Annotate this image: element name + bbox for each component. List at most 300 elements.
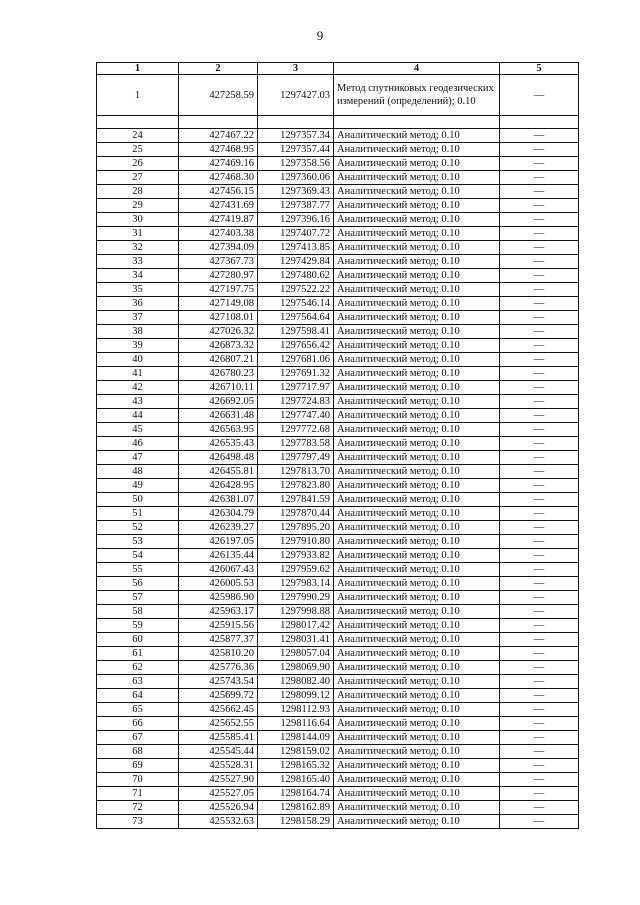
cell-y: 1297990.29 bbox=[258, 591, 334, 605]
cell-y: 1297783.58 bbox=[258, 437, 334, 451]
cell-method: Аналитический метод; 0.10 bbox=[334, 661, 500, 675]
cell-y: 1297747.40 bbox=[258, 409, 334, 423]
cell-method: Аналитический метод; 0.10 bbox=[334, 269, 500, 283]
cell-y: 1297357.34 bbox=[258, 129, 334, 143]
cell-x: 427419.87 bbox=[179, 213, 258, 227]
cell-y: 1297895.20 bbox=[258, 521, 334, 535]
cell-note: — bbox=[500, 591, 579, 605]
table-row bbox=[97, 213, 579, 227]
cell-note: — bbox=[500, 269, 579, 283]
cell-x: 426563.95 bbox=[179, 423, 258, 437]
table-row bbox=[97, 549, 579, 563]
cell-point-number: 36 bbox=[97, 297, 179, 311]
cell-method: Аналитический метод; 0.10 bbox=[334, 185, 500, 199]
cell-y: 1297656.42 bbox=[258, 339, 334, 353]
cell-x: 427456.15 bbox=[179, 185, 258, 199]
cell-note: — bbox=[500, 577, 579, 591]
cell-method: Аналитический метод; 0.10 bbox=[334, 507, 500, 521]
cell-method: Аналитический метод; 0.10 bbox=[334, 521, 500, 535]
cell-x: 427149.08 bbox=[179, 297, 258, 311]
cell-method: Аналитический метод; 0.10 bbox=[334, 297, 500, 311]
cell-method: Аналитический метод; 0.10 bbox=[334, 591, 500, 605]
cell-y: 1297369.43 bbox=[258, 185, 334, 199]
cell-x: 425743.54 bbox=[179, 675, 258, 689]
cell-y: 1298082.40 bbox=[258, 675, 334, 689]
table-row bbox=[97, 353, 579, 367]
cell-x: 427468.95 bbox=[179, 143, 258, 157]
cell-method: Аналитический метод; 0.10 bbox=[334, 549, 500, 563]
header-row bbox=[97, 63, 579, 75]
cell-note: — bbox=[500, 479, 579, 493]
cell-point-number: 24 bbox=[97, 129, 179, 143]
cell-method: Аналитический метод; 0.10 bbox=[334, 311, 500, 325]
cell-point-number: 33 bbox=[97, 255, 179, 269]
cell-y: 1298162.89 bbox=[258, 801, 334, 815]
table-row bbox=[97, 787, 579, 801]
table-row bbox=[97, 493, 579, 507]
cell-note: — bbox=[500, 409, 579, 423]
cell-point-number: 55 bbox=[97, 563, 179, 577]
cell-x: 427108.01 bbox=[179, 311, 258, 325]
table-row bbox=[97, 129, 579, 143]
cell-method: Аналитический метод; 0.10 bbox=[334, 199, 500, 213]
cell-point-number: 28 bbox=[97, 185, 179, 199]
table-row bbox=[97, 409, 579, 423]
cell-x: 427280.97 bbox=[179, 269, 258, 283]
cell-method: Аналитический метод; 0.10 bbox=[334, 451, 500, 465]
cell-x: 427468.30 bbox=[179, 171, 258, 185]
cell-point-number: 48 bbox=[97, 465, 179, 479]
cell-y: 1297357.44 bbox=[258, 143, 334, 157]
cell-point-number: 69 bbox=[97, 759, 179, 773]
cell-y: 1298057.04 bbox=[258, 647, 334, 661]
cell-note: — bbox=[500, 773, 579, 787]
cell-method: Аналитический метод; 0.10 bbox=[334, 815, 500, 829]
cell-note: — bbox=[500, 129, 579, 143]
cell-point-number: 26 bbox=[97, 157, 179, 171]
cell-point-number: 51 bbox=[97, 507, 179, 521]
cell-x: 425699.72 bbox=[179, 689, 258, 703]
cell-method: Аналитический метод; 0.10 bbox=[334, 801, 500, 815]
cell-x: 425532.63 bbox=[179, 815, 258, 829]
cell-method: Аналитический метод; 0.10 bbox=[334, 409, 500, 423]
table-row bbox=[97, 647, 579, 661]
cell-method: Аналитический метод; 0.10 bbox=[334, 157, 500, 171]
cell-y: 1298158.29 bbox=[258, 815, 334, 829]
cell-y: 1297933.82 bbox=[258, 549, 334, 563]
table-row bbox=[97, 759, 579, 773]
cell-note: — bbox=[500, 745, 579, 759]
cell-point-number: 53 bbox=[97, 535, 179, 549]
table-row bbox=[97, 451, 579, 465]
cell-method: Аналитический метод; 0.10 bbox=[334, 353, 500, 367]
table-row bbox=[97, 199, 579, 213]
table-row bbox=[97, 619, 579, 633]
table-body bbox=[97, 75, 579, 829]
cell-point-number: 60 bbox=[97, 633, 179, 647]
cell-x: 425652.55 bbox=[179, 717, 258, 731]
table-row bbox=[97, 241, 579, 255]
cell-x: 427394.09 bbox=[179, 241, 258, 255]
table-row bbox=[97, 75, 579, 116]
cell-point-number: 73 bbox=[97, 815, 179, 829]
cell-note: — bbox=[500, 647, 579, 661]
cell-method: Аналитический метод; 0.10 bbox=[334, 437, 500, 451]
table-row bbox=[97, 535, 579, 549]
cell-note: — bbox=[500, 437, 579, 451]
cell-y: 1298116.64 bbox=[258, 717, 334, 731]
page-number: 9 bbox=[316, 28, 324, 43]
cell-x: 425877.37 bbox=[179, 633, 258, 647]
spacer-row bbox=[97, 116, 579, 129]
cell-method: Аналитический метод; 0.10 bbox=[334, 129, 500, 143]
cell-point-number: 31 bbox=[97, 227, 179, 241]
table-row bbox=[97, 255, 579, 269]
cell-y: 1298099.12 bbox=[258, 689, 334, 703]
table-row bbox=[97, 227, 579, 241]
cell-y: 1298165.40 bbox=[258, 773, 334, 787]
cell-method: Аналитический метод; 0.10 bbox=[334, 647, 500, 661]
cell-x: 425528.31 bbox=[179, 759, 258, 773]
cell-y: 1297772.68 bbox=[258, 423, 334, 437]
cell-x: 426780.23 bbox=[179, 367, 258, 381]
cell-x: 426807.21 bbox=[179, 353, 258, 367]
cell-x: 425585.41 bbox=[179, 731, 258, 745]
cell-note: — bbox=[500, 787, 579, 801]
cell-method: Аналитический метод; 0.10 bbox=[334, 423, 500, 437]
cell-method: Аналитический метод; 0.10 bbox=[334, 745, 500, 759]
cell-note: — bbox=[500, 311, 579, 325]
cell-point-number: 34 bbox=[97, 269, 179, 283]
cell-point-number: 65 bbox=[97, 703, 179, 717]
cell-x: 426710.11 bbox=[179, 381, 258, 395]
cell-note: — bbox=[500, 703, 579, 717]
table-row bbox=[97, 465, 579, 479]
cell-note: — bbox=[500, 521, 579, 535]
cell-y: 1297983.14 bbox=[258, 577, 334, 591]
cell-method: Метод спутниковых геодезических измерений (определений); 0.10 bbox=[334, 75, 500, 116]
table-row bbox=[97, 423, 579, 437]
cell-point-number: 62 bbox=[97, 661, 179, 675]
cell-method: Аналитический метод; 0.10 bbox=[334, 731, 500, 745]
cell-note: — bbox=[500, 157, 579, 171]
cell-x: 426067.43 bbox=[179, 563, 258, 577]
cell-x: 427467.22 bbox=[179, 129, 258, 143]
table-row bbox=[97, 563, 579, 577]
header-col-5: 5 bbox=[500, 63, 579, 75]
table-row bbox=[97, 801, 579, 815]
cell-y: 1297998.88 bbox=[258, 605, 334, 619]
cell-y: 1297959.62 bbox=[258, 563, 334, 577]
cell-y: 1297358.56 bbox=[258, 157, 334, 171]
cell-x: 427367.73 bbox=[179, 255, 258, 269]
cell-y: 1298165.32 bbox=[258, 759, 334, 773]
table-row bbox=[97, 381, 579, 395]
table-row bbox=[97, 773, 579, 787]
cell-method: Аналитический метод; 0.10 bbox=[334, 213, 500, 227]
cell-x: 425662.45 bbox=[179, 703, 258, 717]
cell-note: — bbox=[500, 213, 579, 227]
cell-point-number: 38 bbox=[97, 325, 179, 339]
table-row bbox=[97, 717, 579, 731]
cell-x: 425526.94 bbox=[179, 801, 258, 815]
table-row bbox=[97, 577, 579, 591]
cell-method: Аналитический метод; 0.10 bbox=[334, 493, 500, 507]
cell-note: — bbox=[500, 619, 579, 633]
cell-method: Аналитический метод; 0.10 bbox=[334, 787, 500, 801]
cell-point-number: 37 bbox=[97, 311, 179, 325]
cell-note: — bbox=[500, 185, 579, 199]
cell-y: 1298069.90 bbox=[258, 661, 334, 675]
cell-note: — bbox=[500, 535, 579, 549]
table-row bbox=[97, 297, 579, 311]
cell-method: Аналитический метод; 0.10 bbox=[334, 675, 500, 689]
cell-point-number: 58 bbox=[97, 605, 179, 619]
cell-y: 1297407.72 bbox=[258, 227, 334, 241]
cell-method: Аналитический метод; 0.10 bbox=[334, 143, 500, 157]
table-row bbox=[97, 339, 579, 353]
cell-x: 426455.81 bbox=[179, 465, 258, 479]
cell-x: 426428.95 bbox=[179, 479, 258, 493]
table-row bbox=[97, 283, 579, 297]
cell-note: — bbox=[500, 171, 579, 185]
cell-method: Аналитический метод; 0.10 bbox=[334, 759, 500, 773]
cell-note: — bbox=[500, 563, 579, 577]
table-row bbox=[97, 437, 579, 451]
cell-point-number: 66 bbox=[97, 717, 179, 731]
cell-x: 426692.05 bbox=[179, 395, 258, 409]
cell-note: — bbox=[500, 815, 579, 829]
cell-y: 1297797.49 bbox=[258, 451, 334, 465]
cell-note: — bbox=[500, 633, 579, 647]
cell-note: — bbox=[500, 801, 579, 815]
cell-method: Аналитический метод; 0.10 bbox=[334, 703, 500, 717]
cell-note: — bbox=[500, 325, 579, 339]
cell-y: 1297691.32 bbox=[258, 367, 334, 381]
cell-x: 426873.32 bbox=[179, 339, 258, 353]
cell-method: Аналитический метод; 0.10 bbox=[334, 717, 500, 731]
cell-y: 1298031.41 bbox=[258, 633, 334, 647]
cell-y: 1297564.64 bbox=[258, 311, 334, 325]
cell-y: 1297546.14 bbox=[258, 297, 334, 311]
cell-point-number: 39 bbox=[97, 339, 179, 353]
cell-point-number: 61 bbox=[97, 647, 179, 661]
cell-point-number: 27 bbox=[97, 171, 179, 185]
cell-y: 1297841.59 bbox=[258, 493, 334, 507]
cell-y: 1297360.06 bbox=[258, 171, 334, 185]
cell-point-number: 47 bbox=[97, 451, 179, 465]
cell-y: 1297724.83 bbox=[258, 395, 334, 409]
cell-method: Аналитический метод; 0.10 bbox=[334, 171, 500, 185]
cell-y: 1297870.44 bbox=[258, 507, 334, 521]
cell-y: 1297813.70 bbox=[258, 465, 334, 479]
cell-y: 1297429.84 bbox=[258, 255, 334, 269]
table-row bbox=[97, 269, 579, 283]
cell-point-number: 57 bbox=[97, 591, 179, 605]
table-row bbox=[97, 605, 579, 619]
cell-method: Аналитический метод; 0.10 bbox=[334, 689, 500, 703]
cell-y: 1298159.02 bbox=[258, 745, 334, 759]
cell-point-number: 29 bbox=[97, 199, 179, 213]
cell-note: — bbox=[500, 451, 579, 465]
cell-note: — bbox=[500, 759, 579, 773]
header-col-2: 2 bbox=[179, 63, 258, 75]
cell-method: Аналитический метод; 0.10 bbox=[334, 633, 500, 647]
cell-method: Аналитический метод; 0.10 bbox=[334, 479, 500, 493]
table-row bbox=[97, 731, 579, 745]
table-row bbox=[97, 591, 579, 605]
cell-method: Аналитический метод; 0.10 bbox=[334, 255, 500, 269]
cell-point-number: 46 bbox=[97, 437, 179, 451]
cell-y: 1298017.42 bbox=[258, 619, 334, 633]
cell-y: 1297823.80 bbox=[258, 479, 334, 493]
cell-x: 426197.05 bbox=[179, 535, 258, 549]
cell-x: 425915.56 bbox=[179, 619, 258, 633]
table-row bbox=[97, 703, 579, 717]
cell-note: — bbox=[500, 241, 579, 255]
cell-x: 425986.90 bbox=[179, 591, 258, 605]
cell-method: Аналитический метод; 0.10 bbox=[334, 395, 500, 409]
cell-x: 425545.44 bbox=[179, 745, 258, 759]
cell-y: 1298144.09 bbox=[258, 731, 334, 745]
cell-x: 426005.53 bbox=[179, 577, 258, 591]
cell-point-number: 50 bbox=[97, 493, 179, 507]
table-row bbox=[97, 521, 579, 535]
table-row bbox=[97, 633, 579, 647]
table-row bbox=[97, 185, 579, 199]
cell-point-number: 64 bbox=[97, 689, 179, 703]
cell-note: — bbox=[500, 507, 579, 521]
cell-y: 1297480.62 bbox=[258, 269, 334, 283]
cell-point-number: 45 bbox=[97, 423, 179, 437]
cell-note: — bbox=[500, 143, 579, 157]
table-row bbox=[97, 325, 579, 339]
cell-x: 426631.48 bbox=[179, 409, 258, 423]
cell-point-number: 25 bbox=[97, 143, 179, 157]
cell-point-number: 32 bbox=[97, 241, 179, 255]
cell-x: 426381.07 bbox=[179, 493, 258, 507]
cell-x: 425963.17 bbox=[179, 605, 258, 619]
cell-x: 426239.27 bbox=[179, 521, 258, 535]
cell-note: — bbox=[500, 395, 579, 409]
table-row bbox=[97, 479, 579, 493]
table-row bbox=[97, 311, 579, 325]
cell-point-number: 30 bbox=[97, 213, 179, 227]
cell-note: — bbox=[500, 339, 579, 353]
cell-point-number: 67 bbox=[97, 731, 179, 745]
table-row bbox=[97, 661, 579, 675]
table-row bbox=[97, 171, 579, 185]
cell-point-number: 42 bbox=[97, 381, 179, 395]
cell-note: — bbox=[500, 199, 579, 213]
cell-x: 426498.48 bbox=[179, 451, 258, 465]
cell-point-number: 59 bbox=[97, 619, 179, 633]
cell-point-number: 41 bbox=[97, 367, 179, 381]
cell-note: — bbox=[500, 493, 579, 507]
cell-x: 427403.38 bbox=[179, 227, 258, 241]
cell-point-number: 54 bbox=[97, 549, 179, 563]
cell-method: Аналитический метод; 0.10 bbox=[334, 577, 500, 591]
cell-point-number: 68 bbox=[97, 745, 179, 759]
cell-method: Аналитический метод; 0.10 bbox=[334, 605, 500, 619]
cell-point-number: 52 bbox=[97, 521, 179, 535]
cell-note: — bbox=[500, 675, 579, 689]
cell-y: 1297910.80 bbox=[258, 535, 334, 549]
table-row bbox=[97, 689, 579, 703]
cell-y: 1297413.85 bbox=[258, 241, 334, 255]
table-row bbox=[97, 157, 579, 171]
cell-point-number: 71 bbox=[97, 787, 179, 801]
cell-method: Аналитический метод; 0.10 bbox=[334, 227, 500, 241]
cell-note: — bbox=[500, 661, 579, 675]
cell-x: 427026.32 bbox=[179, 325, 258, 339]
cell-note: — bbox=[500, 367, 579, 381]
cell-note: — bbox=[500, 731, 579, 745]
cell-point-number: 43 bbox=[97, 395, 179, 409]
cell-y: 1297427.03 bbox=[258, 75, 334, 116]
cell-point-number: 49 bbox=[97, 479, 179, 493]
cell-x: 427431.69 bbox=[179, 199, 258, 213]
cell-method: Аналитический метод; 0.10 bbox=[334, 283, 500, 297]
cell-note: — bbox=[500, 255, 579, 269]
table-row bbox=[97, 143, 579, 157]
cell-point-number: 44 bbox=[97, 409, 179, 423]
cell-method: Аналитический метод; 0.10 bbox=[334, 563, 500, 577]
cell-note: — bbox=[500, 549, 579, 563]
cell-point-number: 1 bbox=[97, 75, 179, 116]
cell-y: 1297396.16 bbox=[258, 213, 334, 227]
cell-point-number: 56 bbox=[97, 577, 179, 591]
header-col-4: 4 bbox=[334, 63, 500, 75]
cell-y: 1297717.97 bbox=[258, 381, 334, 395]
cell-note: — bbox=[500, 381, 579, 395]
cell-x: 426535.43 bbox=[179, 437, 258, 451]
cell-x: 427197.75 bbox=[179, 283, 258, 297]
cell-point-number: 72 bbox=[97, 801, 179, 815]
cell-note: — bbox=[500, 227, 579, 241]
table-row bbox=[97, 395, 579, 409]
cell-method: Аналитический метод; 0.10 bbox=[334, 241, 500, 255]
cell-x: 427258.59 bbox=[179, 75, 258, 116]
cell-method: Аналитический метод; 0.10 bbox=[334, 339, 500, 353]
cell-note: — bbox=[500, 605, 579, 619]
cell-note: — bbox=[500, 423, 579, 437]
table-row bbox=[97, 745, 579, 759]
cell-note: — bbox=[500, 75, 579, 116]
cell-point-number: 35 bbox=[97, 283, 179, 297]
cell-note: — bbox=[500, 717, 579, 731]
cell-x: 425810.20 bbox=[179, 647, 258, 661]
table-row bbox=[97, 675, 579, 689]
cell-note: — bbox=[500, 283, 579, 297]
cell-y: 1297387.77 bbox=[258, 199, 334, 213]
coordinates-table bbox=[96, 62, 579, 829]
cell-note: — bbox=[500, 689, 579, 703]
cell-method: Аналитический метод; 0.10 bbox=[334, 381, 500, 395]
cell-method: Аналитический метод; 0.10 bbox=[334, 773, 500, 787]
table-row bbox=[97, 507, 579, 521]
cell-y: 1298164.74 bbox=[258, 787, 334, 801]
cell-y: 1297598.41 bbox=[258, 325, 334, 339]
cell-note: — bbox=[500, 297, 579, 311]
cell-x: 425527.90 bbox=[179, 773, 258, 787]
cell-y: 1297522.22 bbox=[258, 283, 334, 297]
cell-y: 1298112.93 bbox=[258, 703, 334, 717]
cell-x: 425776.36 bbox=[179, 661, 258, 675]
cell-method: Аналитический метод; 0.10 bbox=[334, 367, 500, 381]
cell-method: Аналитический метод; 0.10 bbox=[334, 535, 500, 549]
cell-method: Аналитический метод; 0.10 bbox=[334, 619, 500, 633]
